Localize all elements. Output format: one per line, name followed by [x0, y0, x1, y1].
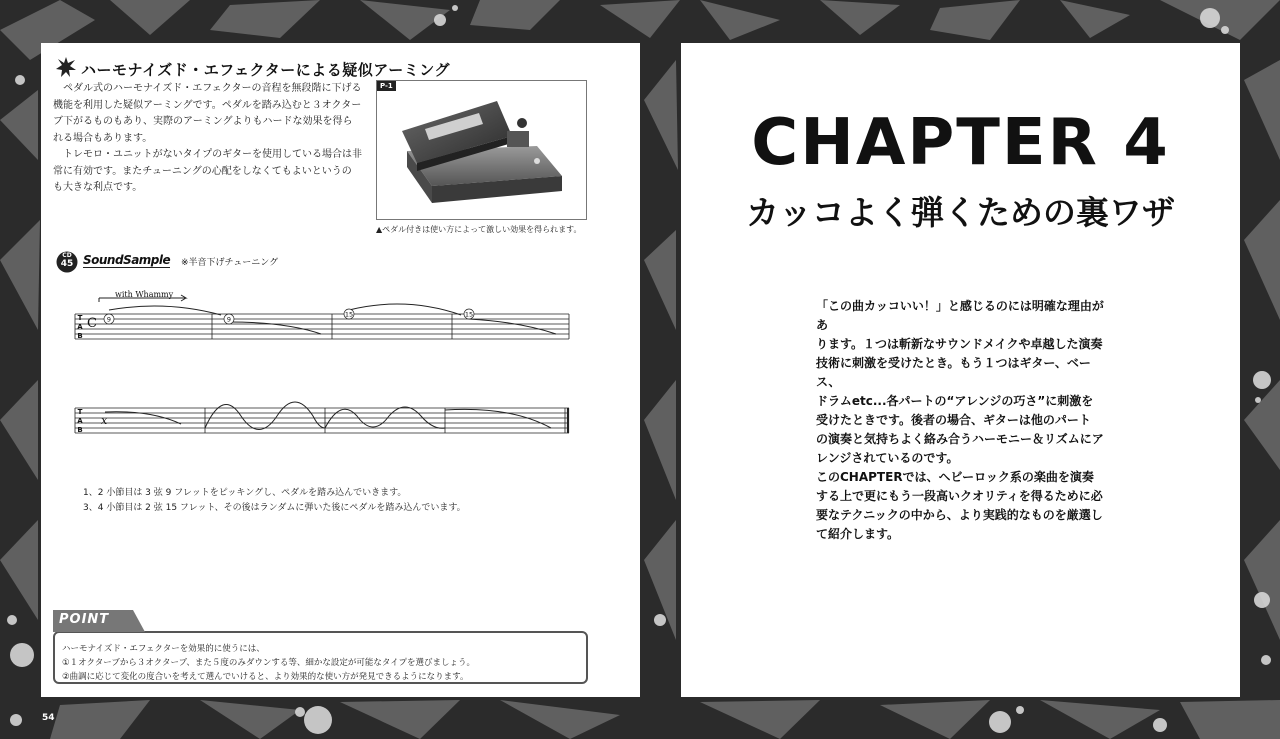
- whammy-label: with Whammy: [115, 290, 174, 299]
- intro-line: 要なテクニックの中から、より実践的なものを厳選し: [816, 508, 1103, 522]
- paragraph-line: も大きな利点です。: [53, 182, 143, 193]
- tab-letter: T: [77, 314, 83, 322]
- tab-notation: [71, 288, 571, 448]
- chapter-intro: [816, 297, 1113, 544]
- point-line: ②曲調に応じて変化の度合いを考えて選んでいけると、より効果的な使い方が発見できるようになります。: [62, 672, 469, 682]
- intro-line: する上で更にもう一段高いクオリティを得るために必: [816, 489, 1103, 503]
- intro-line: 技術に刺激を受けたとき。もう１つはギター、ベース、: [816, 356, 1091, 389]
- wah-pedal-image: [387, 91, 577, 211]
- tab-letter: A: [77, 417, 83, 425]
- fret-number: 9: [226, 315, 232, 324]
- cd-label: CD: [62, 252, 72, 259]
- intro-line: の演奏と気持ちよく絡み合うハーモニー＆リズムにア: [816, 432, 1104, 446]
- intro-line: 受けたときです。後者の場合、ギターは他のパート: [816, 413, 1091, 427]
- intro-paragraphs: [53, 81, 373, 197]
- tuning-note: ※半音下げチューニング: [181, 258, 279, 268]
- cd-number: 45: [60, 259, 74, 269]
- splat-icon: [55, 56, 77, 78]
- sound-sample-logo: SoundSample: [83, 253, 171, 267]
- intro-line: レンジされているのです。: [816, 451, 959, 465]
- explanation-line: 1、2 小節目は 3 弦 9 フレットをピッキングし、ペダルを踏み込んでいきます。: [83, 488, 407, 498]
- cd-badge: [56, 252, 78, 269]
- pedal-photo: [376, 80, 587, 220]
- point-line: ハーモナイズド・エフェクターを効果的に使うには、: [62, 644, 265, 654]
- point-line: ①１オクターブから３オクターブ、また５度のみダウンする等、細かな設定が可能なタイプを選びましょう。: [62, 658, 475, 668]
- chapter-label: CHAPTER 4: [751, 106, 1170, 180]
- tab-letter: B: [77, 426, 83, 434]
- point-text: [62, 642, 475, 684]
- right-page: [681, 43, 1240, 697]
- fret-number: 15: [464, 310, 474, 319]
- intro-line: 「この曲カッコいい！」と感じるのには明確な理由があ: [816, 299, 1104, 332]
- intro-line: ドラムetc...各パートの“アレンジの巧さ”に刺激を: [816, 394, 1094, 408]
- fret-number: 9: [106, 315, 112, 324]
- paragraph-line: ペダル式のハーモナイズド・エフェクターの音程を無段階に下げる: [53, 83, 362, 94]
- paragraph-line: 常に有効です。またチューニングの心配をしなくてもよいというの: [53, 165, 352, 177]
- photo-caption: ▲ペダル付きは使い方によって激しい効果を得られます。: [376, 225, 582, 234]
- intro-line: て紹介します。: [816, 527, 900, 541]
- paragraph-line: れる場合もあります。: [53, 132, 153, 144]
- time-signature: C: [87, 316, 97, 331]
- chapter-title: カッコよく弾くための裏ワザ: [746, 193, 1175, 232]
- page-number: 54: [42, 713, 55, 723]
- left-page: [41, 43, 640, 697]
- tab-letter: B: [77, 332, 83, 340]
- point-label: POINT: [59, 612, 110, 627]
- paragraph-line: トレモロ・ユニットがないタイプのギターを使用している場合は非: [53, 149, 362, 160]
- paragraph-line: ブ下がるものもあり、実際のアーミングよりもハードな効果を得ら: [53, 116, 353, 127]
- fret-number: 15: [344, 310, 354, 319]
- intro-line: このCHAPTERでは、ヘビーロック系の楽曲を演奏: [816, 470, 1094, 484]
- intro-line: ります。１つは斬新なサウンドメイクや卓越した演奏: [816, 337, 1103, 351]
- photo-label: P-1: [377, 81, 396, 91]
- explanation: [83, 486, 466, 516]
- explanation-line: 3、4 小節目は 2 弦 15 フレット、その後はランダムに弾いた後にペダルを踏み込んでいます。: [83, 503, 466, 513]
- muted-note: x: [101, 414, 108, 427]
- tab-letter: T: [77, 408, 83, 416]
- tab-letter: A: [77, 323, 83, 331]
- section-title: ハーモナイズド・エフェクターによる疑似アーミング: [81, 61, 451, 79]
- paragraph-line: 機能を利用した疑似アーミングです。ペダルを踏み込むと３オクター: [53, 99, 362, 111]
